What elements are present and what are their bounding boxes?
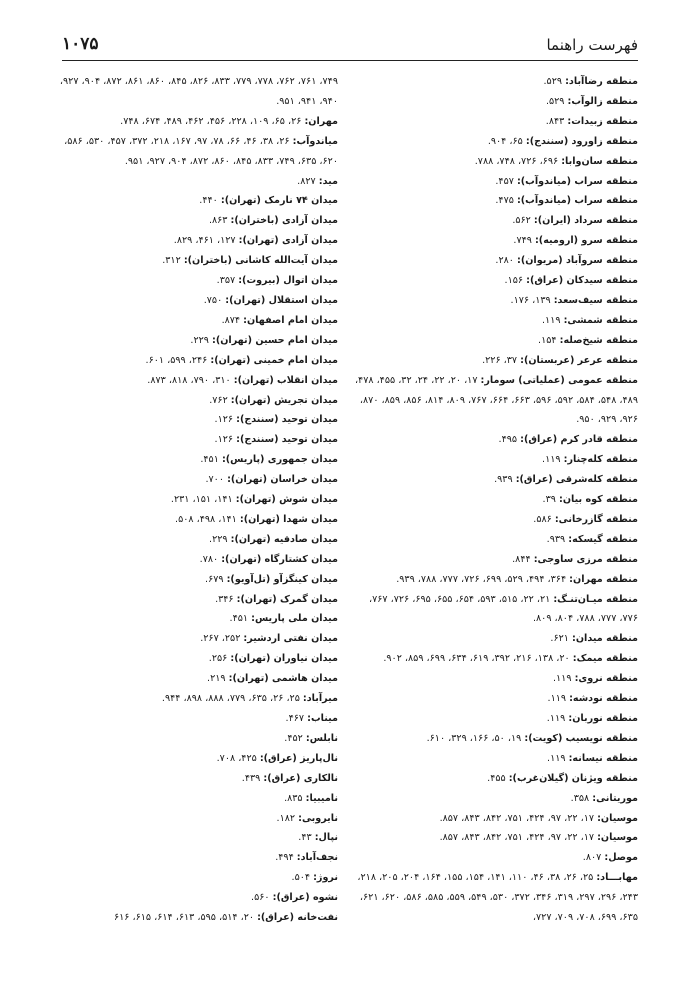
index-term: میدان توحید (سنندج): [236, 434, 338, 446]
index-term: نروژ: [313, 872, 338, 884]
index-entry [56, 132, 338, 172]
index-term: منطقه نودشه: [569, 693, 638, 705]
page-refs: ۱۱۹. [547, 752, 566, 764]
index-term: میدان ۷۴ نارمک (تهران): [220, 195, 338, 207]
index-entry [56, 510, 338, 530]
index-entry [353, 550, 638, 570]
page-refs: ۵۰۴. [291, 872, 311, 884]
index-entry [353, 331, 638, 351]
page-refs: ۹۳۹. [546, 533, 566, 545]
index-entry [56, 172, 338, 192]
index-term: منطقه سراب (میاندوآب): [516, 195, 638, 207]
page-refs: ۷۴۹. [513, 235, 532, 247]
index-entry [56, 470, 338, 490]
index-entry [56, 729, 338, 749]
index-entry [353, 590, 638, 630]
index-term: منطقه نویسیب (کویت): [524, 732, 638, 744]
page-refs: ۲۰، ۵۱۴، ۵۹۵، ۶۱۳، ۶۱۴، ۶۱۵، ۶۱۶ [113, 912, 254, 924]
index-term: منطقه کوه بیان: [558, 494, 638, 506]
index-entry [56, 331, 338, 351]
index-term: میدان شوش (تهران): [235, 494, 338, 506]
index-term: منطقه سیدکان (عراق): [526, 275, 638, 287]
page-refs: ۲۲۹. [209, 533, 228, 545]
index-entry [353, 152, 638, 172]
index-entry [56, 191, 338, 211]
index-entry [353, 749, 638, 769]
page-refs: ۳۴۶. [215, 593, 234, 605]
page-refs: ۴۷۵. [495, 195, 514, 207]
page-refs: ۷۶۲. [209, 394, 228, 406]
index-entry [353, 649, 638, 669]
page-refs: ۱۴۱، ۴۹۸، ۵۰۸. [175, 513, 237, 525]
index-term: موصل: [604, 852, 638, 864]
index-entry [353, 271, 638, 291]
index-term: میدان هاشمی (تهران): [228, 673, 338, 685]
page-refs: ۵۲۹. [545, 95, 565, 107]
index-entry [353, 510, 638, 530]
index-entry [353, 570, 638, 590]
index-entry [353, 251, 638, 271]
page-refs: ۱۷، ۲۲، ۹۷، ۴۲۴، ۷۵۱، ۸۴۲، ۸۴۳، ۸۵۷. [439, 832, 594, 844]
page-refs: ۱۸۲. [276, 812, 296, 824]
index-term: میدان امام خمینی (تهران): [210, 354, 338, 366]
index-entry [353, 729, 638, 749]
index-entry [353, 868, 638, 928]
index-entry [56, 669, 338, 689]
index-entry [56, 72, 338, 112]
page-refs: ۷۰۰. [205, 474, 224, 486]
index-term: موریتانی: [592, 792, 638, 804]
page-refs: ۲۲۹. [190, 334, 209, 346]
page-refs: ۳۶۴، ۴۹۴، ۵۲۹، ۶۹۹، ۷۲۶، ۷۷۷، ۷۸۸، ۹۳۹. [396, 573, 567, 585]
page-refs: ۵۶۲. [512, 215, 531, 227]
index-entry [353, 669, 638, 689]
index-entry [353, 689, 638, 709]
page-refs: ۴۵۲. [284, 732, 303, 744]
index-term: منطقه شمشی: [563, 314, 638, 326]
index-term: منطقه سراب (میاندوآب): [516, 175, 638, 187]
index-term: نال‌پاریز (عراق): [259, 752, 338, 764]
index-term: میدان ملی پاریس: [251, 613, 338, 625]
page-refs: ۳۵۸. [570, 792, 590, 804]
page-refs: ۱۳۹، ۱۷۶. [510, 294, 551, 306]
index-entry [353, 72, 638, 92]
index-term: منطقه زالوآب: [567, 95, 638, 107]
index-term: میدان آیت‌الله کاشانی (باختران): [183, 255, 338, 267]
index-entry [353, 132, 638, 152]
page-refs: ۴۵۱. [200, 454, 219, 466]
index-entry [353, 709, 638, 729]
index-term: منطقه رضاآباد: [565, 76, 638, 87]
index-entry [353, 789, 638, 809]
index-entry [56, 709, 338, 729]
page-refs: ۷۴۹، ۷۶۱، ۷۶۲، ۷۷۸، ۷۷۹، ۸۳۳، ۸۲۶، ۸۴۵، ۸۶۰، ۸۶۱، ۸۷۲، ۹۰۴، ۹۲۷، ۹۴۰، ۹۴۱، ۹۵۱. [59, 76, 338, 107]
page-refs: ۲۸۰. [495, 255, 514, 267]
index-term: میدان انقلاب (تهران): [233, 374, 338, 386]
index-term: میدان امام حسین (تهران): [212, 334, 338, 346]
index-term: منطقه سرداد (ایران): [533, 215, 638, 227]
page-refs: ۱۷، ۲۲، ۹۷، ۴۲۴، ۷۵۱، ۸۴۲، ۸۴۳، ۸۵۷. [439, 812, 594, 824]
page-refs: ۴۵۱. [229, 613, 249, 625]
index-term: منطقه گازرخانی: [554, 513, 638, 525]
page-refs: ۱۲۷، ۴۶۱، ۸۲۹. [173, 235, 236, 247]
page-refs: ۲۵، ۲۶، ۶۳۵، ۷۷۹، ۸۸۸، ۸۹۸، ۹۴۴. [161, 693, 300, 705]
index-term: میدان اتوال (بیروت): [238, 275, 338, 287]
index-term: مهران: [304, 115, 338, 127]
index-entry [353, 291, 638, 311]
index-entry [56, 769, 338, 789]
index-entry [56, 231, 338, 251]
index-term: میدان صادقیه (تهران): [230, 533, 338, 545]
index-entry [353, 530, 638, 550]
page-refs: ۸۳۵. [284, 792, 303, 804]
index-entry [56, 291, 338, 311]
page-refs: ۴۳. [298, 832, 312, 844]
page-refs: ۳۹. [542, 494, 556, 506]
index-term: نالکاری (عراق): [263, 772, 338, 784]
index-entry [56, 848, 338, 868]
page-refs: ۱۵۶. [504, 275, 524, 287]
page-refs: ۲۶، ۳۸، ۴۶، ۶۶، ۷۸، ۹۷، ۱۶۷، ۲۱۸، ۳۷۲، ۴۵۷، ۵۳۰، ۵۸۶، ۶۲۰، ۶۳۵، ۷۴۹، ۸۳۳، ۸۴۵، ۸۶۰، ۸۷۲، ۹۰۴، ۹۲۷، ۹۵۱. [64, 135, 338, 167]
index-term: نفت‌خانه (عراق): [257, 912, 338, 924]
page-refs: ۲۵، ۲۶، ۳۸، ۴۶، ۱۱۰، ۱۴۱، ۱۵۴، ۱۵۵، ۱۶۴، ۲۰۴، ۲۰۵، ۲۱۸، ۲۴۳، ۲۹۶، ۲۹۷، ۳۱۹، ۳۴۶، ۳۷۲، ۵۳۰، ۵۴۹، ۵۵۹، ۵۸۵، ۵۸۶، ۶۲۰، ۶۲۱، ۶۳۵، ۶۹۹، ۷۰۸، ۷۰۹، ۷۲۷، [357, 872, 638, 924]
index-entry [353, 629, 638, 649]
index-term: میدان آزادی (تهران): [238, 235, 338, 247]
index-term: میدان جمهوری (پاریس): [221, 454, 338, 466]
page-refs: ۴۵۷. [495, 175, 514, 187]
index-entry [56, 410, 338, 430]
index-term: نایروبی: [298, 812, 338, 824]
index-entry [56, 868, 338, 888]
index-entry [353, 231, 638, 251]
index-column-right [353, 72, 638, 928]
page-refs: ۸۰۷. [582, 852, 602, 864]
index-entry [56, 112, 338, 132]
index-entry [56, 689, 338, 709]
index-term: منطقه زاورود (سنندج): [525, 135, 638, 147]
index-term: منطقه قادر کرم (عراق): [520, 434, 638, 446]
page-refs: ۱۹، ۵۰، ۱۶۶، ۳۲۹، ۶۱۰. [426, 732, 522, 744]
index-entry [56, 649, 338, 669]
index-term: منطقه ویژنان (گیلان‌غرب): [508, 772, 638, 784]
index-term: منطقه میمک: [572, 653, 638, 665]
index-entry [56, 391, 338, 411]
index-term: منطقه نیسانه: [568, 752, 638, 764]
page-refs: ۹۳۹. [494, 474, 513, 486]
index-entry [353, 112, 638, 132]
index-entry [353, 191, 638, 211]
page-refs: ۷۸۰. [199, 553, 219, 565]
index-term: منطقه نوربان: [568, 713, 638, 724]
index-term: منطقه مرزی ساوجی: [533, 553, 638, 565]
index-term: میدان تجریش (تهران): [230, 394, 338, 406]
index-entry [56, 809, 338, 829]
page-refs: ۲۰، ۱۳۸، ۲۱۶، ۳۹۲، ۶۱۹، ۶۳۴، ۶۹۹، ۸۵۹، ۹۰۲. [383, 653, 570, 665]
index-entry [56, 351, 338, 371]
index-entry [56, 828, 338, 848]
index-term: مهابـــاد: [596, 872, 638, 884]
index-entry [56, 450, 338, 470]
index-term: موسیان: [597, 832, 638, 844]
page-refs: ۶۹۶، ۷۲۶، ۷۴۸، ۷۸۸. [474, 155, 559, 167]
index-entry [56, 888, 338, 908]
page-refs: ۸۶۳. [208, 215, 228, 227]
index-term: منطقه سروآباد (مریوان): [517, 255, 638, 267]
page-refs: ۲۴۶، ۵۹۹، ۶۰۱. [145, 354, 208, 366]
page-refs: ۸۴۴. [512, 553, 531, 565]
index-entry [353, 371, 638, 431]
page-refs: ۴۳۹. [241, 772, 261, 784]
index-term: منطقه زبیدات: [567, 115, 638, 127]
index-entry [353, 769, 638, 789]
page-refs: ۷۵۰. [203, 294, 223, 306]
index-term: میدان آزادی (باختران): [230, 215, 338, 227]
index-term: میاندوآب: [292, 135, 338, 147]
page-refs: ۳۵۷. [216, 275, 236, 287]
index-entry [353, 828, 638, 848]
page-refs: ۵۸۶. [533, 513, 552, 525]
page-refs: ۶۷۹. [205, 573, 224, 585]
page-refs: ۱۱۹. [546, 713, 566, 724]
page-refs: ۱۴۱، ۱۵۱، ۲۳۱. [170, 494, 233, 506]
index-term: منطقه مهران: [569, 573, 638, 585]
page-refs: ۲۱۹. [207, 673, 226, 685]
index-term: منطقه میـان‌تنـگ: [553, 593, 638, 605]
index-entry [353, 470, 638, 490]
index-entry [353, 490, 638, 510]
page-refs: ۲۱، ۲۲، ۵۱۵، ۵۹۳، ۶۵۴، ۶۵۵، ۶۹۵، ۷۲۶، ۷۶۷، ۷۷۶، ۷۷۷، ۷۸۸، ۸۰۴، ۸۰۹. [369, 593, 638, 625]
index-term: منطقه میدان: [572, 633, 638, 645]
page-refs: ۶۵، ۹۰۴. [487, 135, 523, 147]
index-entry [56, 530, 338, 550]
page-refs: ۳۱۲. [162, 255, 181, 267]
index-term: میدان استقلال (تهران): [225, 294, 338, 306]
index-term: منطقه گیسکه: [568, 533, 638, 545]
index-term: میناب: [307, 713, 338, 724]
index-entry [353, 311, 638, 331]
index-term: میدان گمرک (تهران): [236, 593, 338, 605]
index-term: منطقه عرعر (عربستان): [520, 354, 638, 366]
page-refs: ۴۶۷. [285, 713, 305, 724]
page-refs: ۶۲۱. [550, 633, 569, 645]
index-column-left [56, 72, 338, 928]
index-entry [56, 629, 338, 649]
index-entry [56, 609, 338, 629]
page-refs: ۱۵۴. [538, 334, 557, 346]
index-term: منطقه سان‌وابا: [561, 155, 638, 167]
index-term: منطقه شیخ‌صله: [559, 334, 638, 346]
index-entry [56, 550, 338, 570]
index-term: منطقه سیف‌سعد: [553, 294, 638, 306]
page-refs: ۵۶۰. [251, 892, 270, 904]
index-entry [56, 371, 338, 391]
index-term: میدان شهدا (تهران): [239, 513, 338, 525]
index-term: نجف‌آباد: [296, 852, 338, 864]
page-refs: ۴۹۴. [275, 852, 294, 864]
index-term: موسیان: [597, 812, 638, 824]
page-refs: ۸۷۴. [221, 314, 241, 326]
page-refs: ۱۷، ۲۰، ۲۲، ۲۴، ۳۲، ۴۵۵، ۴۷۸، ۴۸۹، ۵۴۸، ۵۸۴، ۵۹۲، ۵۹۶، ۶۶۳، ۶۶۴، ۷۶۷، ۸۰۹، ۸۱۴، ۸۵۶، ۸۵۹، ۸۷۰، ۹۲۶، ۹۲۹، ۹۵۰. [354, 374, 638, 426]
index-entry [353, 430, 638, 450]
page-refs: ۲۵۲، ۲۶۷. [200, 633, 241, 645]
index-entry [353, 92, 638, 112]
index-term: میرآباد: [302, 693, 338, 705]
page-refs: ۲۵۶. [208, 653, 228, 665]
index-entry [56, 749, 338, 769]
index-entry [56, 490, 338, 510]
index-entry [56, 311, 338, 331]
index-term: منطقه کله‌شرقی (عراق): [515, 474, 638, 486]
page-refs: ۸۴۳. [545, 115, 565, 127]
running-title: فهرست راهنما [546, 36, 638, 54]
index-entry [56, 908, 338, 928]
index-term: میدان خراسان (تهران): [227, 474, 338, 486]
page-refs: ۱۱۹. [547, 693, 567, 705]
page-refs: ۳۱۰، ۷۹۰، ۸۱۸، ۸۷۳. [147, 374, 231, 386]
page-refs: ۱۱۹. [552, 673, 572, 685]
index-term: نپال: [314, 832, 338, 844]
page-refs: ۸۲۷. [297, 175, 316, 187]
index-entry [353, 809, 638, 829]
page-refs: ۴۹۵. [498, 434, 518, 446]
index-term: میدان کشتارگاه (تهران): [221, 553, 338, 565]
index-term: میدان کینگزآو (تل‌آویو): [226, 573, 338, 585]
index-entry [56, 211, 338, 231]
index-term: میدان نیاوران (تهران): [230, 653, 338, 665]
page-refs: ۱۱۹. [541, 314, 561, 326]
index-entry [56, 570, 338, 590]
page-refs: ۴۴۰. [199, 195, 218, 207]
index-entry [353, 172, 638, 192]
index-term: نابلس: [305, 732, 338, 744]
page-refs: ۱۲۶. [214, 434, 234, 446]
index-term: نامیبیا: [305, 792, 338, 804]
index-entry [56, 430, 338, 450]
index-term: منطقه کله‌چنار: [563, 454, 638, 466]
index-term: نشوه (عراق): [272, 892, 338, 904]
index-term: مید: [318, 175, 338, 187]
index-entry [353, 351, 638, 371]
index-entry [353, 450, 638, 470]
page-number: ۱۰۷۵ [62, 34, 99, 54]
index-entry [56, 271, 338, 291]
index-term: منطقه نروی: [574, 673, 638, 685]
page-refs: ۵۲۹. [543, 76, 563, 87]
index-entry [353, 211, 638, 231]
index-entry [56, 251, 338, 271]
index-term: میدان نفتی اردشیر: [243, 633, 338, 645]
index-entry [56, 590, 338, 610]
index-entry [56, 789, 338, 809]
index-term: منطقه سرو (ارومیه): [534, 235, 638, 247]
page-refs: ۱۱۹. [542, 454, 561, 466]
page-refs: ۲۶، ۶۵، ۱۰۹، ۲۲۸، ۴۵۶، ۴۶۲، ۴۸۹، ۶۷۴، ۷۴۸. [120, 115, 302, 127]
page-header [62, 32, 638, 61]
index-term: میدان امام اصفهان: [243, 314, 338, 326]
index-entry [353, 848, 638, 868]
page-refs: ۱۲۶. [214, 414, 234, 426]
index-term: منطقه عمومی (عملیاتی) سومار: [480, 374, 638, 386]
index-term: میدان توحید (سنندج): [236, 414, 338, 426]
page-refs: ۳۷، ۲۲۶. [482, 354, 518, 366]
page-refs: ۴۲۵، ۷۰۸. [216, 752, 257, 764]
page-refs: ۴۵۵. [487, 772, 506, 784]
